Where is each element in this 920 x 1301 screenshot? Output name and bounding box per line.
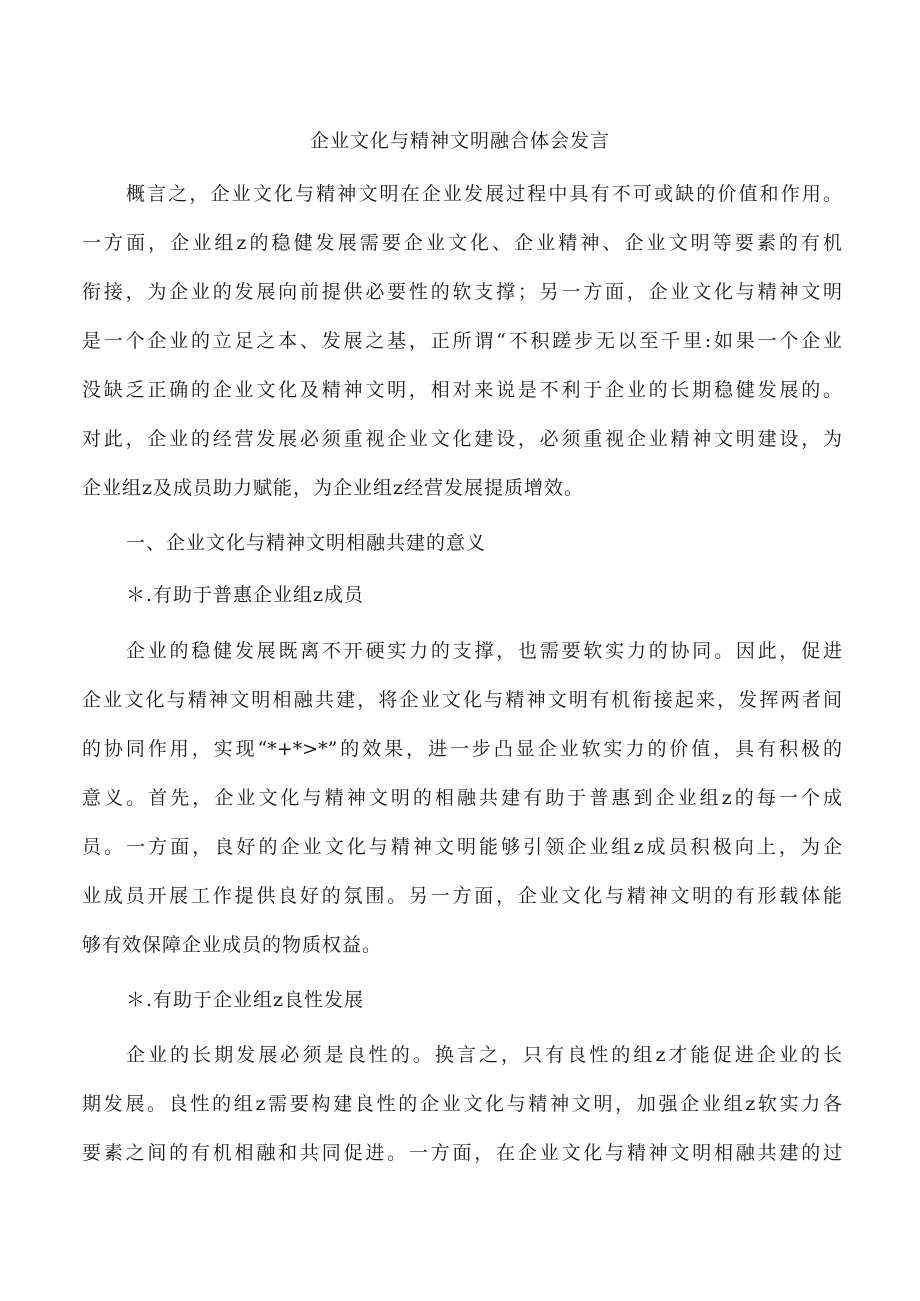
paragraph-line: 期发展。良性的组z需要构建良性的企业文化与精神文明，加强企业组z软实力各 — [82, 1093, 842, 1115]
paragraph-line: 一方面，企业组z的稳健发展需要企业文化、企业精神、企业文明等要素的有机 — [82, 232, 842, 254]
paragraph-line: 企业的长期发展必须是良性的。换言之，只有良性的组z才能促进企业的长 — [126, 1044, 842, 1066]
paragraph-line: 意义。首先，企业文化与精神文明的相融共建有助于普惠到企业组z的每一个成 — [82, 787, 842, 809]
paragraph-line: 企业文化与精神文明相融共建，将企业文化与精神文明有机衔接起来，发挥两者间 — [82, 689, 842, 711]
paragraph-line: 企业组z及成员助力赋能，为企业组z经营发展提质增效。 — [82, 477, 585, 499]
paragraph-line: 要素之间的有机相融和共同促进。一方面，在企业文化与精神文明相融共建的过 — [82, 1142, 842, 1164]
paragraph-line: 没缺乏正确的企业文化及精神文明，相对来说是不利于企业的长期稳健发展的。 — [82, 379, 842, 401]
paragraph-line: 员。一方面，良好的企业文化与精神文明能够引领企业组z成员积极向上，为企 — [82, 836, 842, 858]
subsection-heading: ＊.有助于普惠企业组z成员 — [126, 584, 365, 606]
document-title: 企业文化与精神文明融合体会发言 — [309, 130, 610, 152]
paragraph-line: 衔接，为企业的发展向前提供必要性的软支撑；另一方面，企业文化与精神文明 — [82, 281, 842, 303]
paragraph-line: 概言之，企业文化与精神文明在企业发展过程中具有不可或缺的价值和作用。 — [126, 183, 842, 205]
section-heading: 一、企业文化与精神文明相融共建的意义 — [126, 532, 487, 554]
paragraph-line: 是一个企业的立足之本、发展之基，正所谓“不积蹉步无以至千里:如果一个企业 — [82, 330, 842, 352]
paragraph-line: 对此，企业的经营发展必须重视企业文化建设，必须重视企业精神文明建设，为 — [82, 428, 842, 450]
paragraph-line: 的协同作用，实现“*+*>*”的效果，进一步凸显企业软实力的价值，具有积极的 — [82, 738, 842, 760]
paragraph-line: 够有效保障企业成员的物质权益。 — [82, 934, 383, 956]
subsection-heading: ＊.有助于企业组z良性发展 — [126, 989, 365, 1011]
paragraph-line: 业成员开展工作提供良好的氛围。另一方面，企业文化与精神文明的有形载体能 — [82, 885, 842, 907]
paragraph-line: 企业的稳健发展既离不开硬实力的支撑，也需要软实力的协同。因此，促进 — [126, 640, 842, 662]
